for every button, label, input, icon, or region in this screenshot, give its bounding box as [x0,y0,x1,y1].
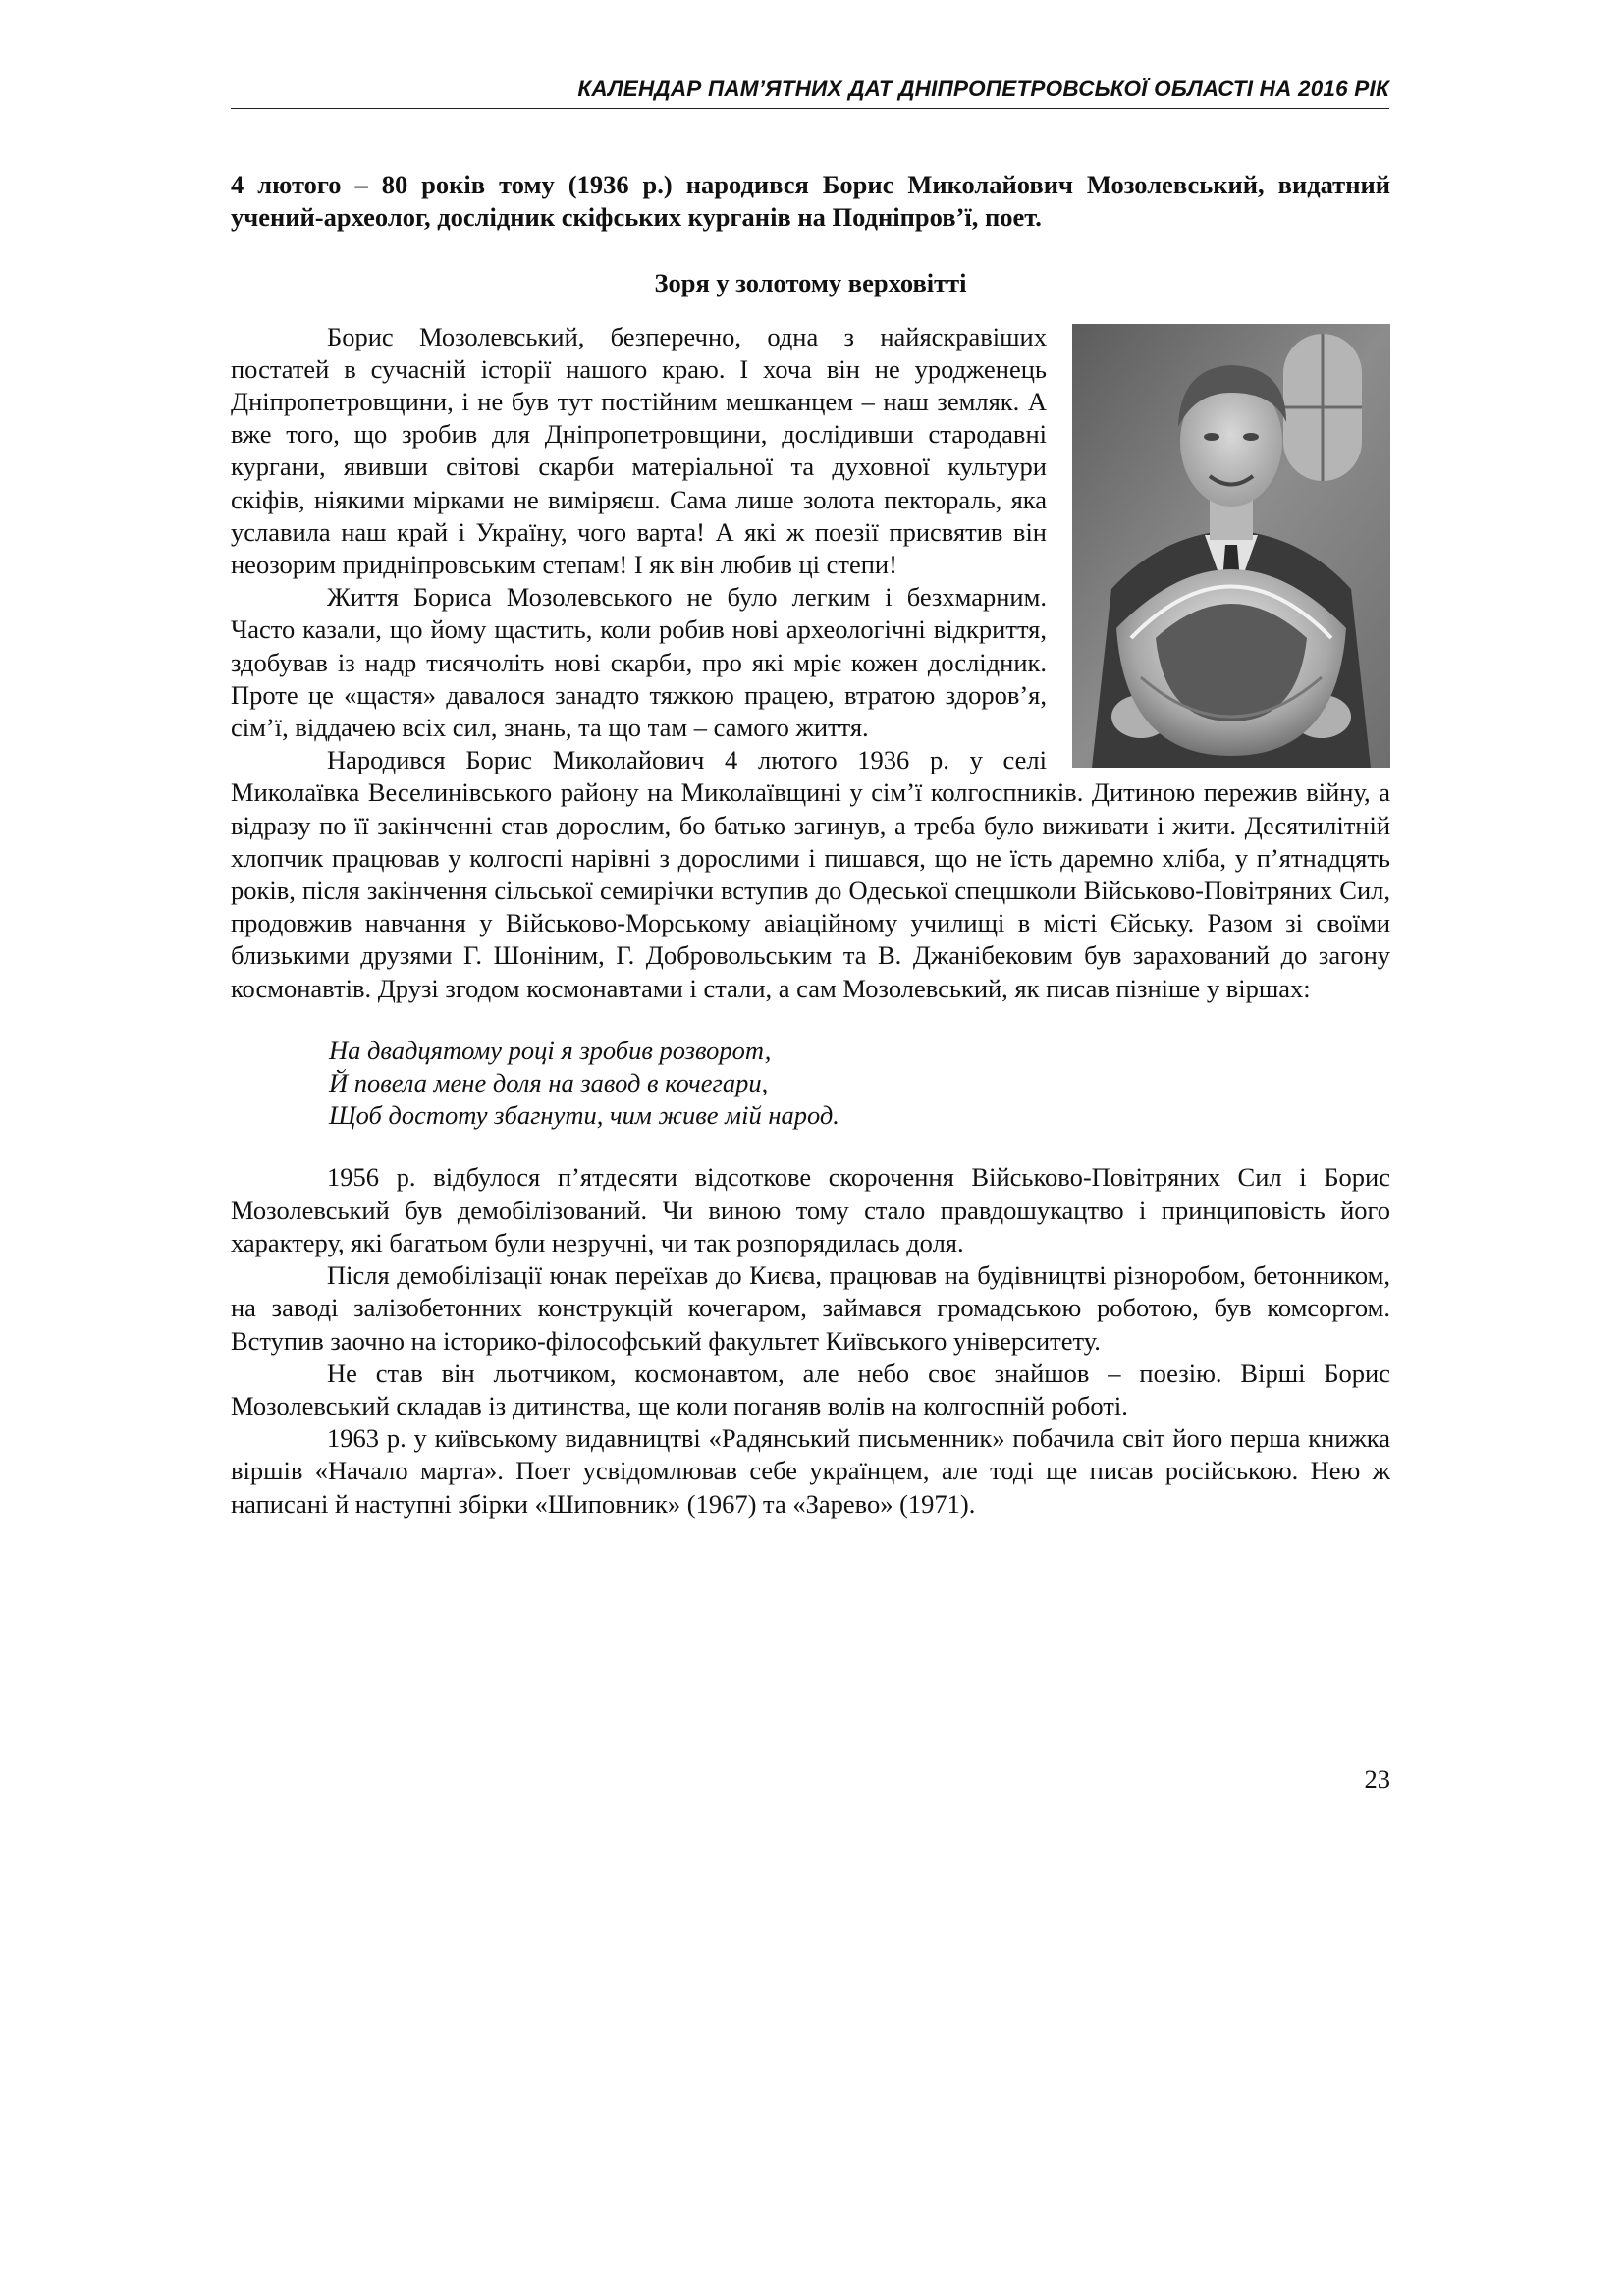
paragraph: Народився Борис Миколайович 4 лютого 1936 р. у селі Миколаївка Веселинівського району на Миколаївщині у сім’ї колгоспників. Дитиною пережив війну, а відразу по її закінченні став дорослим, бо батько загинув, а треба було виживати і жити. Десятилітній хлопчик працював у колгоспі нарівні з дорослими і пишався, що не їсть даремно хліба, у п’ятнадцять років, після закінчення сільської семирічки вступив до Одеської спецшколи Військово-Повітряних Сил, продовжив навчання у Військово-Морському авіаційному училищі в місті Єйську. Разом зі своїми близькими друзями Г. Шоніним, Г. Добровольським та В. Джанібековим був зарахований до загону космонавтів. Друзі згодом космонавтами і стали, а сам Мозолевський, як писав пізніше у віршах: [231,745,1390,1003]
paragraph: Після демобілізації юнак переїхав до Києва, працював на будівництві різноробом, бетонником, на заводі залізобетонних конструкцій кочегаром, займався громадською роботою, був комсоргом. Вступив заочно на історико-філософський факультет Київського університету. [231,1260,1390,1356]
running-header [231,69,1389,108]
portrait-photo-icon [1072,324,1390,768]
header-title: КАЛЕНДАР ПАМ’ЯТНИХ ДАТ ДНІПРОПЕТРОВСЬКОЇ ОБЛАСТІ НА 2016 РІК [577,77,1389,101]
article-title: Зоря у золотому верховітті [654,268,967,298]
anniversary-announcement: 4 лютого – 80 років тому (1936 р.) народився Борис Миколайович Мозолевський, видатний учений-археолог, дослідник скіфських курганів на Подніпров’ї, поет. [231,170,1390,233]
poem-line: Й повела мене доля на завод в кочегари, [329,1068,769,1098]
poem-line: Щоб достоту збагнути, чим живе мій народ. [329,1100,839,1131]
paragraph: Життя Бориса Мозолевського не було легким і безхмарним. Часто казали, що йому щастить, коли робив нові археологічні відкриття, здобував із надр тисячоліть нові скарби, про які мріє кожен дослідник. Проте це «щастя» давалося занадто тяжкою працею, втратою здоров’я, сім’ї, віддачею всіх сил, знань, та що там – самого життя. [231,582,1047,743]
poem-quote [329,1035,1390,1133]
poem-line: На двадцятому році я зробив розворот, [329,1035,772,1065]
paragraph: 1963 р. у київському видавництві «Радянський письменник» побачила світ його перша книжка віршів «Начало марта». Поет усвідомлював себе українцем, але тоді ще писав російською. Нею ж написані й наступні збірки «Шиповник» (1967) та «Зарево» (1971). [231,1423,1390,1519]
page-content [231,169,1390,1521]
page-number: 23 [1364,1764,1390,1793]
portrait-photo [1072,324,1390,768]
paragraph: 1956 р. відбулося п’ятдесяти відсоткове скорочення Військово-Повітряних Сил і Борис Мозолевський був демобілізований. Чи виною тому стало правдошукацтво і принциповість його характеру, які багатьом були незручні, чи так розпорядилась доля. [231,1162,1390,1257]
paragraph: Борис Мозолевський, безперечно, одна з найяскравіших постатей в сучасній історії нашого краю. І хоча він не уродженець Дніпропетровщини, і не був тут постійним мешканцем – наш земляк. А вже того, що зробив для Дніпропетровщини, дослідивши стародавні кургани, явивши світові скарби матеріальної та духовної культури скіфів, ніякими мірками не виміряєш. Сама лише золота пектораль, яка уславила наш край і Україну, чого варта! А які ж поезії присвятив він неозорим придніпровським степам! І як він любив ці степи! [231,321,1047,580]
paragraph: Не став він льотчиком, космонавтом, але небо своє знайшов – поезію. Вірші Борис Мозолевський складав із дитинства, ще коли поганяв волів на колгоспній роботі. [231,1358,1390,1420]
header-rule [231,108,1389,109]
